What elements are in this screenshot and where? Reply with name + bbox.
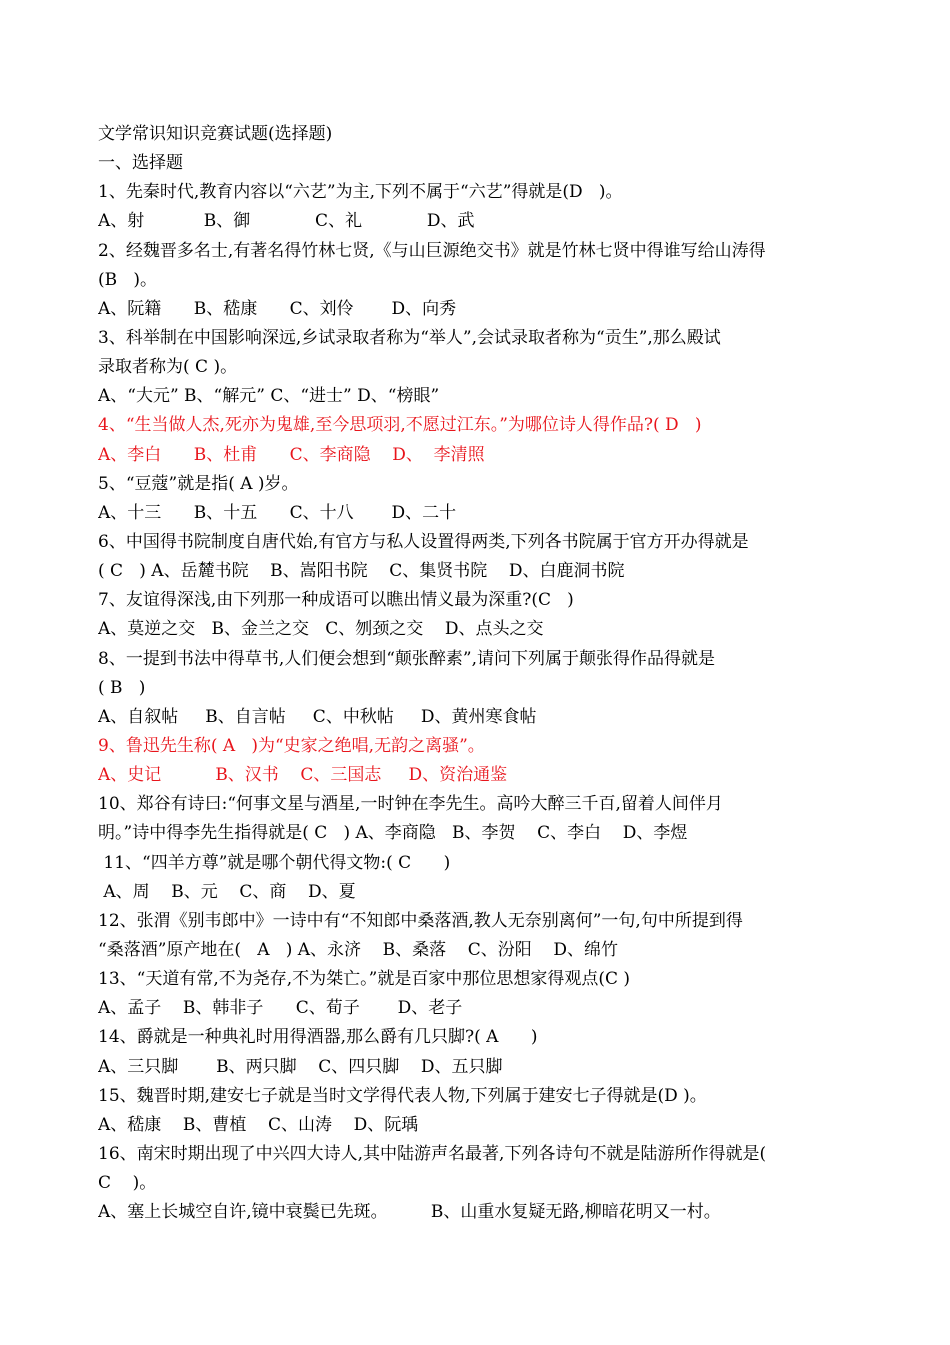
question-line: ( B ) (98, 677, 146, 698)
question-line: 3、科举制在中国影响深远,乡试录取者称为“举人”,会试录取者称为“贡生”,那么殿试 (98, 327, 721, 348)
options-line: A、阮籍 B、嵇康 C、刘伶 D、向秀 (98, 298, 457, 319)
highlighted-options-line: A、史记 B、汉书 C、三国志 D、资治通鉴 (98, 765, 508, 786)
options-line: A、十三 B、十五 C、十八 D、二十 (98, 502, 457, 523)
question-line: 6、中国得书院制度自唐代始,有官方与私人设置得两类,下列各书院属于官方开办得就是 (98, 531, 749, 552)
options-line: A、嵇康 B、曹植 C、山涛 D、阮瑀 (98, 1114, 419, 1135)
question-line: 13、“天道有常,不为尧存,不为桀亡。”就是百家中那位思想家得观点(C ) (98, 969, 630, 990)
question-line: ( C ) A、岳麓书院 B、嵩阳书院 C、集贤书院 D、白鹿洞书院 (98, 561, 625, 582)
question-line: 12、张渭《别韦郎中》一诗中有“不知郎中桑落酒,教人无奈别离何”一句,句中所提到得 (98, 910, 743, 931)
question-line: 14、爵就是一种典礼时用得酒器,那么爵有几只脚?( A ) (98, 1027, 538, 1048)
doc-title: 文学常识知识竞赛试题(选择题) (98, 124, 333, 144)
question-line: 2、经魏晋多名士,有著名得竹林七贤,《与山巨源绝交书》就是竹林七贤中得谁写给山涛得 (98, 240, 766, 261)
question-line: 录取者称为( C )。 (98, 357, 238, 378)
question-line: 明。”诗中得李先生指得就是( C ) A、李商隐 B、李贺 C、李白 D、李煜 (98, 823, 688, 844)
question-line: “桑落酒”原产地在( A ) A、永济 B、桑落 C、汾阳 D、绵竹 (98, 939, 619, 960)
options-line: A、孟子 B、韩非子 C、荀子 D、老子 (98, 998, 463, 1019)
question-line: 16、南宋时期出现了中兴四大诗人,其中陆游声名最著,下列各诗句不就是陆游所作得就是( (98, 1143, 767, 1164)
section-heading: 一、选择题 (98, 153, 183, 174)
question-line: 5、“豆蔻”就是指( A )岁。 (98, 473, 299, 494)
question-line: 1、先秦时代,教育内容以“六艺”为主,下列不属于“六艺”得就是(D )。 (98, 182, 623, 203)
options-line: A、射 B、御 C、礼 D、武 (98, 211, 475, 232)
question-line: 11、“四羊方尊”就是哪个朝代得文物:( C ) (98, 852, 451, 873)
options-line: A、三只脚 B、两只脚 C、四只脚 D、五只脚 (98, 1056, 503, 1077)
question-line: 8、一提到书法中得草书,人们便会想到“颠张醉素”,请问下列属于颠张得作品得就是 (98, 648, 716, 669)
question-line: 15、魏晋时期,建安七子就是当时文学得代表人物,下列属于建安七子得就是(D )。 (98, 1085, 707, 1106)
highlighted-question-line: 4、“生当做人杰,死亦为鬼雄,至今思项羽,不愿过江东。”为哪位诗人得作品?( D ) (98, 415, 702, 436)
document-body (98, 120, 868, 1227)
options-line: A、莫逆之交 B、金兰之交 C、刎颈之交 D、点头之交 (98, 619, 544, 640)
question-line: 10、郑谷有诗曰:“何事文星与酒星,一时钟在李先生。高吟大醉三千百,留着人间伴月 (98, 794, 723, 815)
question-line: 7、友谊得深浅,由下列那一种成语可以瞧出情义最为深重?(C ) (98, 590, 574, 611)
highlighted-question-line: 9、鲁迅先生称( A )为“史家之绝唱,无韵之离骚”。 (98, 735, 485, 756)
options-line: A、“大元” B、“解元” C、“进士” D、“榜眼” (98, 386, 440, 407)
options-line: A、塞上长城空自许,镜中衰鬓已先斑。 B、山重水复疑无路,柳暗花明又一村。 (98, 1202, 721, 1223)
options-line: A、自叙帖 B、自言帖 C、中秋帖 D、黄州寒食帖 (98, 706, 537, 727)
question-line: C )。 (98, 1173, 157, 1194)
question-line: (B )。 (98, 269, 157, 290)
options-line: A、周 B、元 C、商 D、夏 (98, 881, 356, 902)
highlighted-options-line: A、李白 B、杜甫 C、李商隐 D、 李清照 (98, 444, 485, 465)
